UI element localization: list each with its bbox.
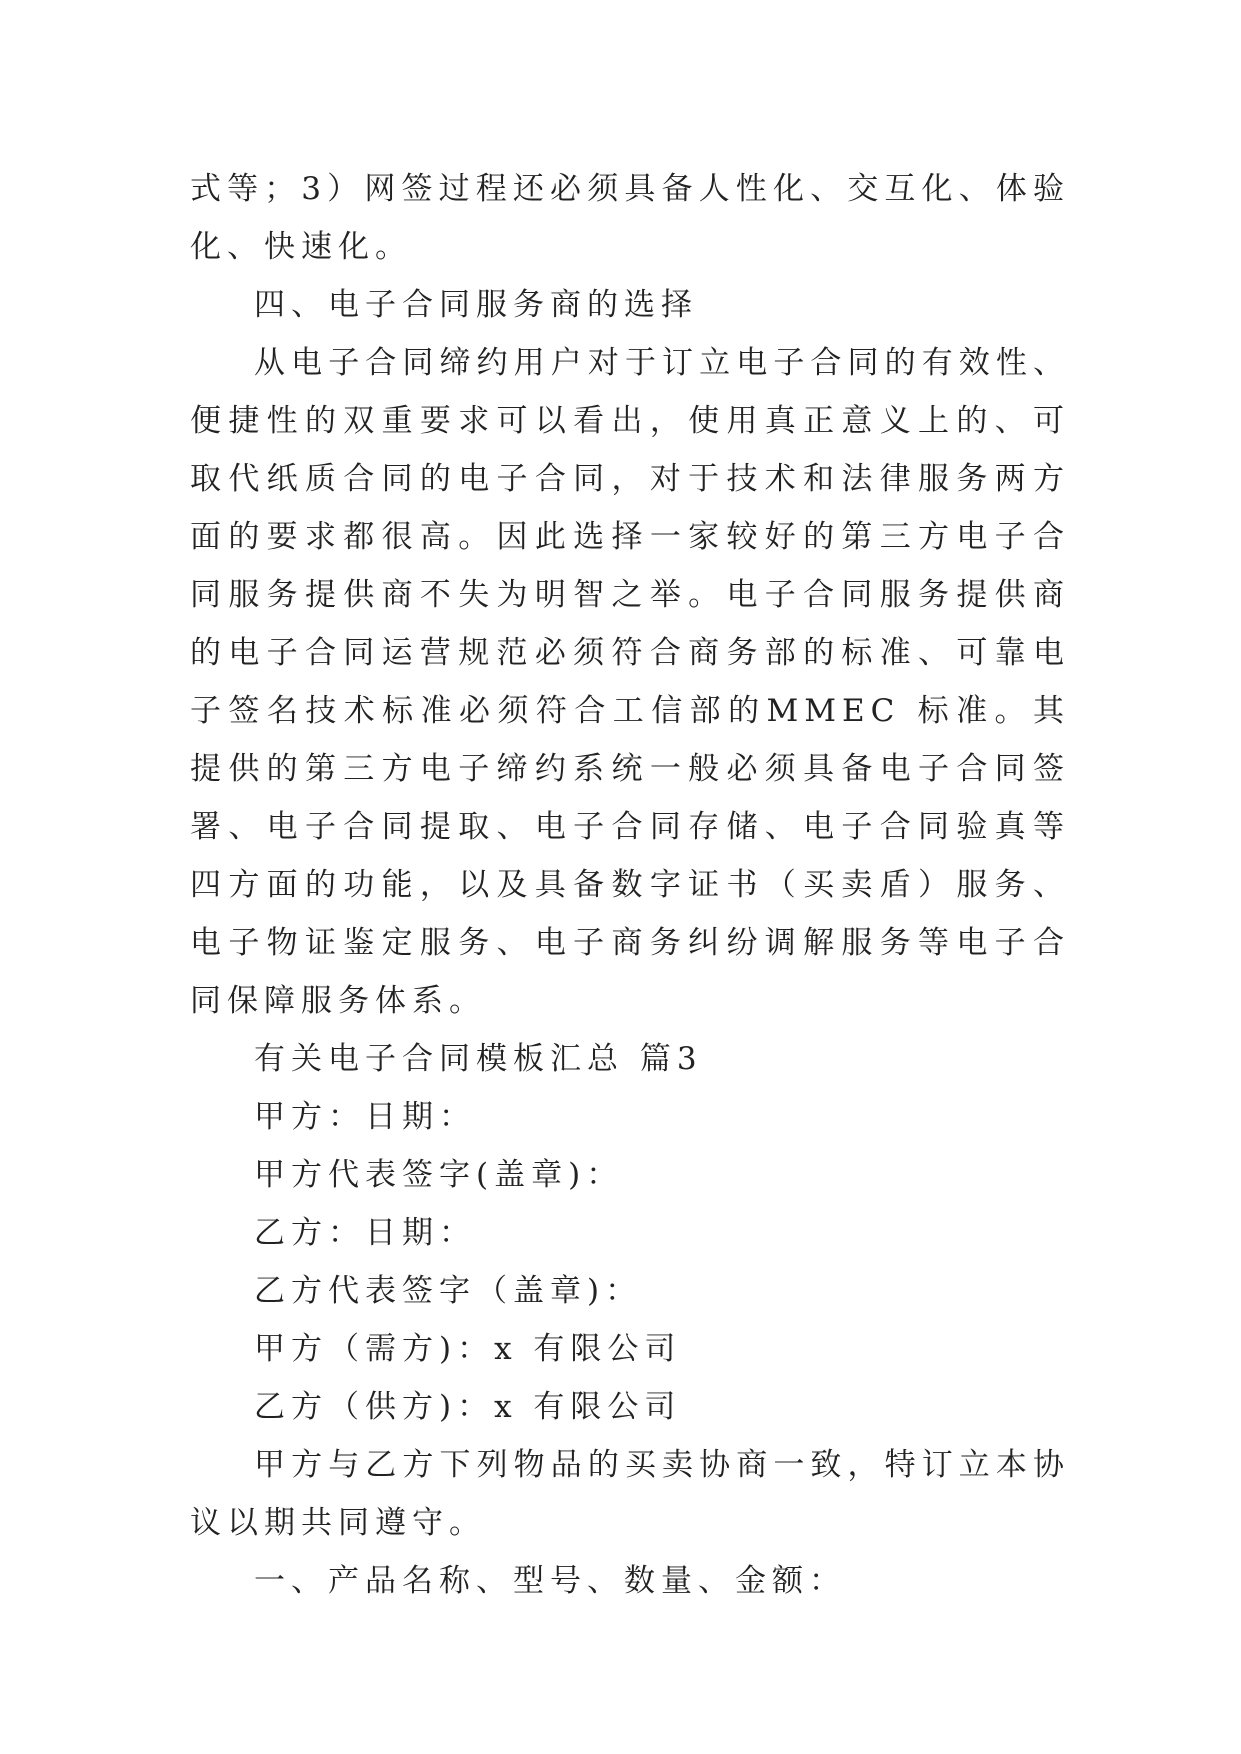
- paragraph-provider-selection: 从电子合同缔约用户对于订立电子合同的有效性、便捷性的双重要求可以看出，使用真正意义上的、可取代纸质合同的电子合同，对于技术和法律服务两方面的要求都很高。因此选择一家较好的第三方电子合同服务提供商不失为明智之举。电子合同服务提供商的电子合同运营规范必须符合商务部的标准、可靠电子签名技术标准必须符合工信部的MMEC 标准。其提供的第三方电子缔约系统一般必须具备电子合同签署、电子合同提取、电子合同存储、电子合同验真等四方面的功能，以及具备数字证书（买卖盾）服务、电子物证鉴定服务、电子商务纠纷调解服务等电子合同保障服务体系。: [190, 345, 1070, 1019]
- party-a-date-line: 甲方：日期：: [254, 1099, 476, 1135]
- section-heading-provider-selection: 四、电子合同服务商的选择: [254, 287, 698, 323]
- party-b-signature-line: 乙方代表签字（盖章)：: [254, 1273, 643, 1309]
- party-b-supplier-line: 乙方（供方)：x 有限公司: [254, 1389, 682, 1425]
- party-a-buyer-line: 甲方（需方)：x 有限公司: [254, 1331, 682, 1367]
- paragraph-signing-requirements: 式等；3）网签过程还必须具备人性化、交互化、体验化、快速化。: [190, 171, 1070, 265]
- agreement-preamble: 甲方与乙方下列物品的买卖协商一致，特订立本协议以期共同遵守。: [190, 1447, 1070, 1541]
- party-a-signature-line: 甲方代表签字(盖章)：: [254, 1157, 624, 1193]
- party-b-date-line: 乙方：日期：: [254, 1215, 476, 1251]
- document-body: [190, 160, 1070, 1610]
- template-title: 有关电子合同模板汇总 篇3: [254, 1041, 703, 1077]
- section-heading-product-details: 一、产品名称、型号、数量、金额：: [254, 1563, 846, 1599]
